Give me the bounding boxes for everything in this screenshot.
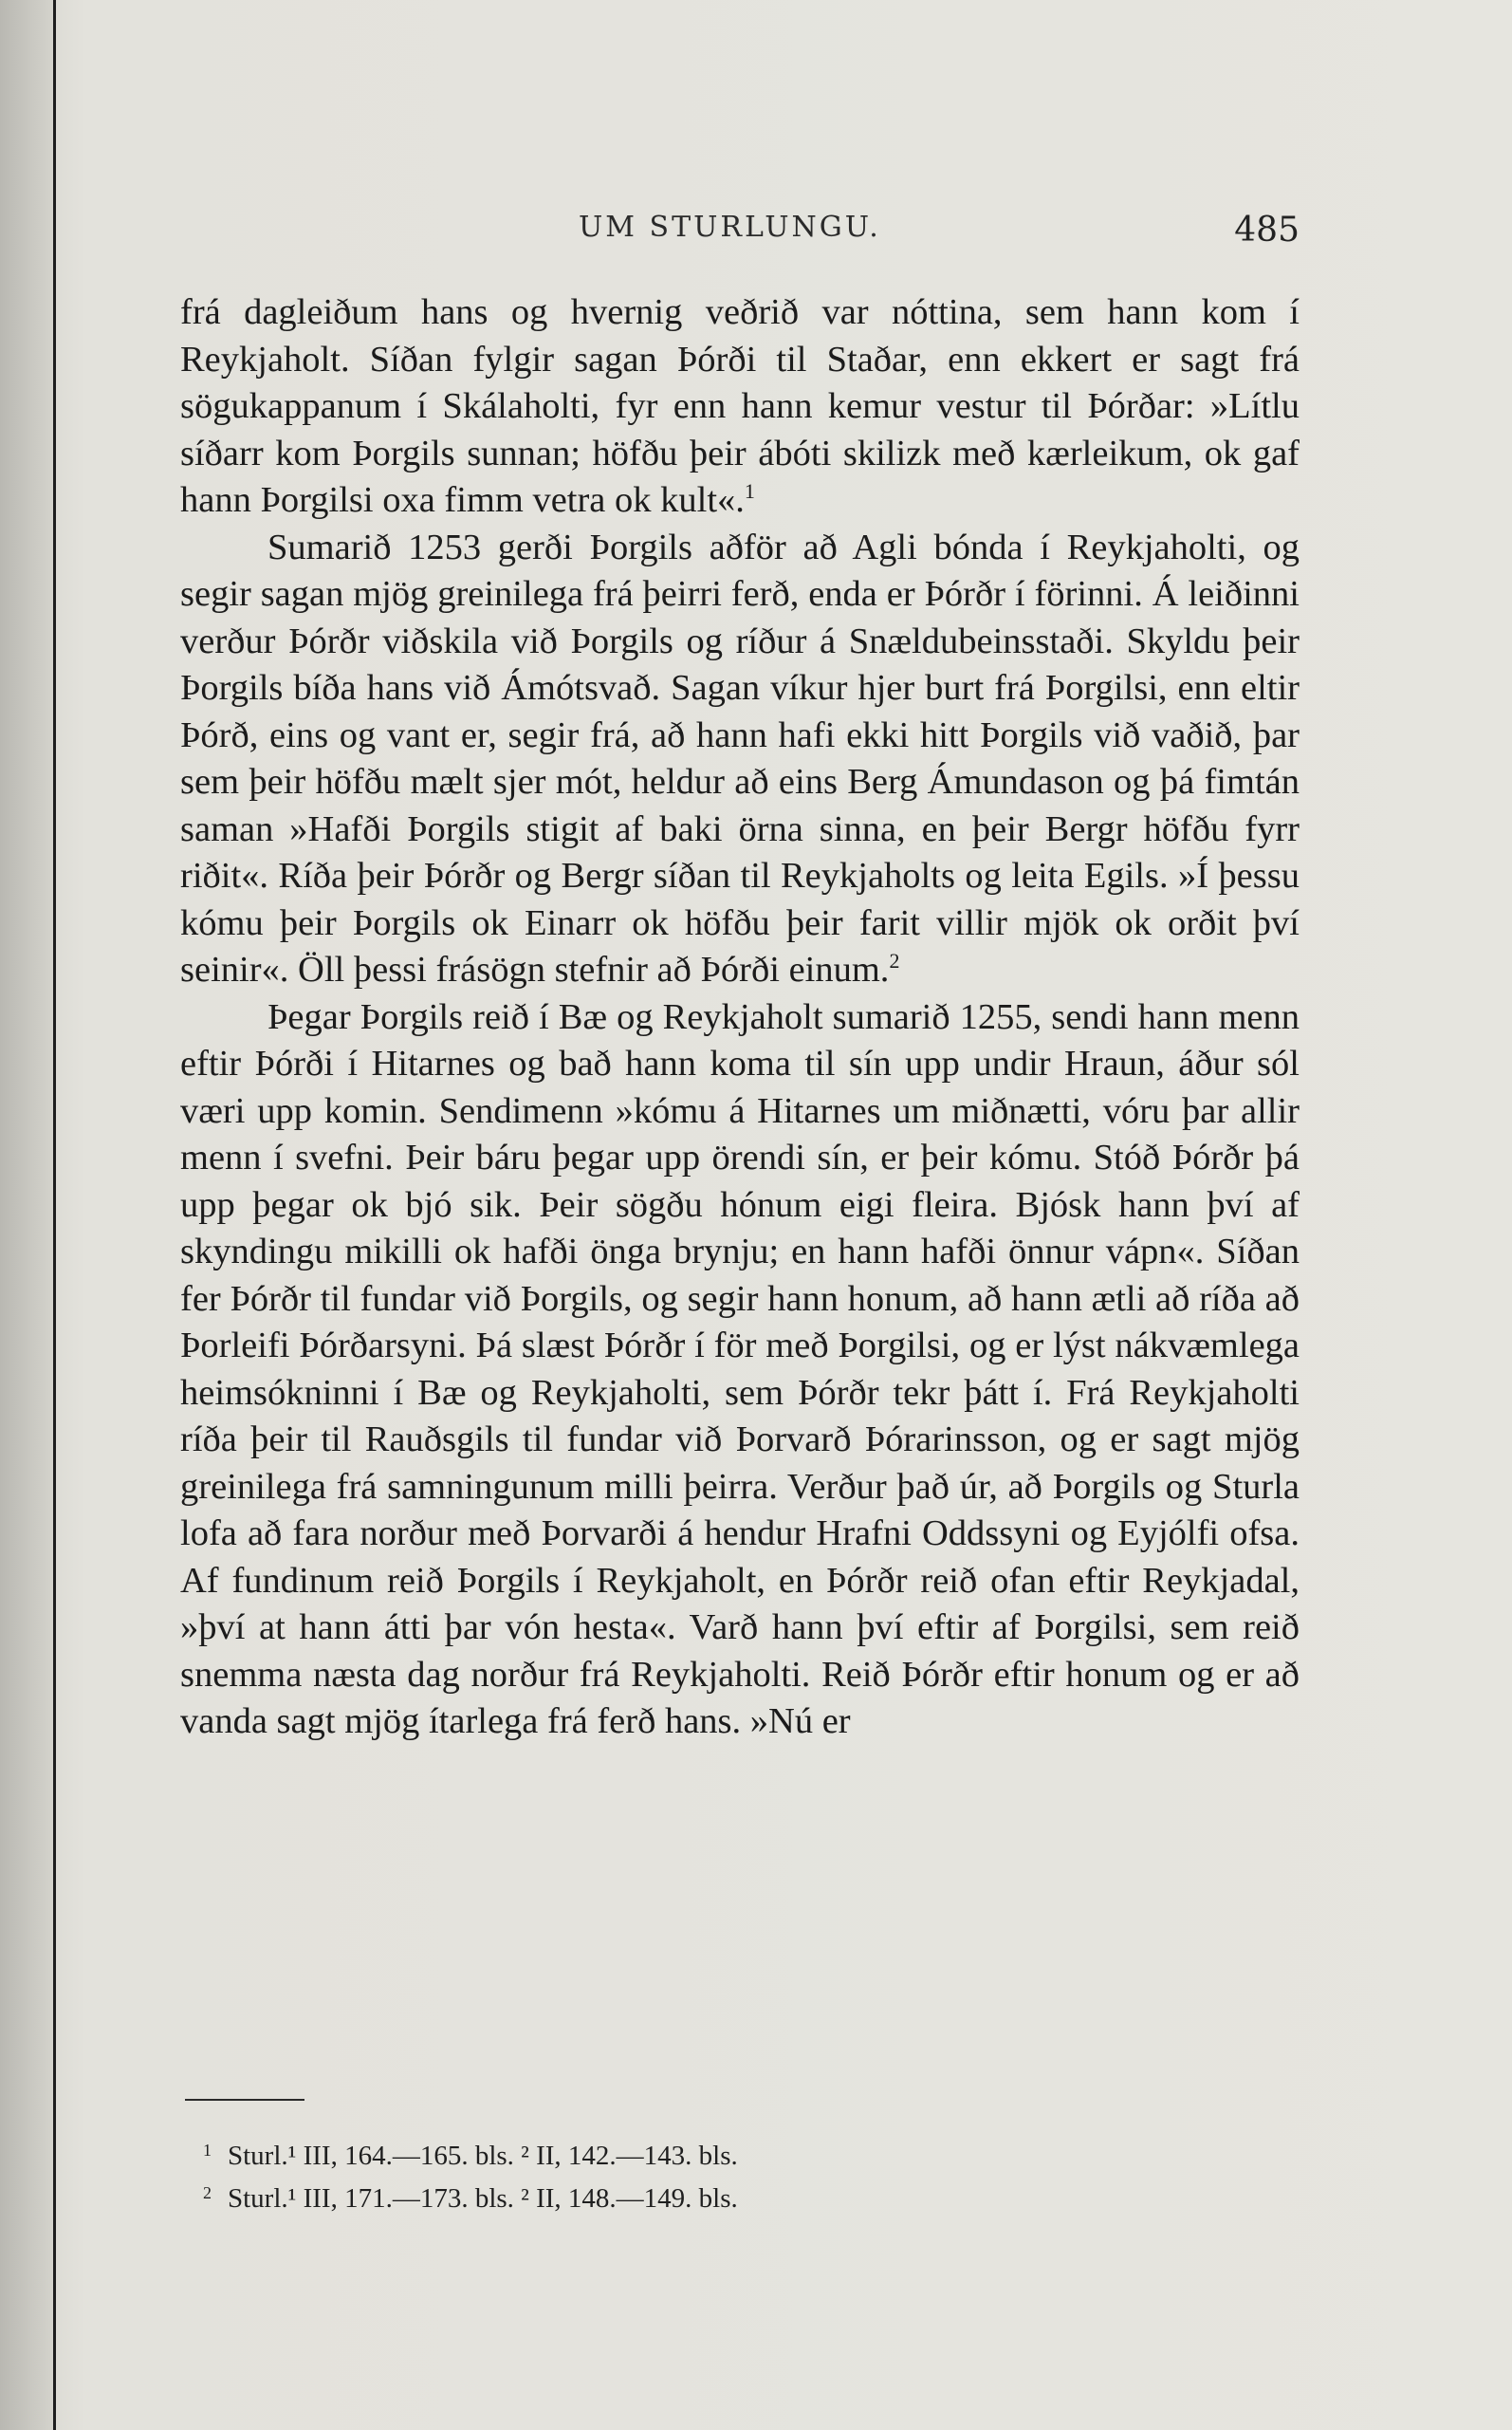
page-edge-line bbox=[53, 0, 56, 2430]
footnote-divider bbox=[185, 2099, 304, 2101]
running-title: UM STURLUNGU. bbox=[579, 211, 881, 244]
footnote bbox=[203, 2178, 1152, 2220]
paragraph-1-text: frá dagleiðum hans og hvernig veðrið var nóttina, sem hann kom í Reykjaholt. Síðan fylgir sagan Þórði til Staðar, enn ekkert er sagt frá sögukappanum í Skálaholti, fyr enn hann kemur vestur til Þórðar: »Lítlu síðarr kom Þorgils sunnan; höfðu þeir ábóti skilizk með kærleikum, ok gaf hann Þorgilsi oxa fimm vetra ok kult«. bbox=[180, 292, 1300, 520]
paragraph-1 bbox=[180, 289, 1300, 525]
footnote-mark: 1 bbox=[203, 2141, 212, 2160]
footnote bbox=[203, 2135, 1152, 2178]
paragraph-2 bbox=[180, 525, 1300, 994]
binding-gutter bbox=[0, 0, 53, 2430]
footnotes bbox=[203, 2135, 1152, 2220]
footnote-mark: 2 bbox=[203, 2183, 212, 2202]
footnote-text: Sturl.¹ III, 164.—165. bls. ² II, 142.—143. bls. bbox=[228, 2141, 738, 2171]
footnote-ref-2: 2 bbox=[889, 949, 900, 974]
footnote-ref-1: 1 bbox=[744, 479, 755, 504]
paragraph-2-text: Sumarið 1253 gerði Þorgils aðför að Agli bónda í Reykjaholti, og segir sagan mjög greinilega frá þeirri ferð, enda er Þórðr í förinni. Á leiðinni verður Þórðr viðskila við Þorgils og ríður á Snældubeinsstaði. Skyldu þeir Þorgils bíða hans við Ámótsvað. Sagan víkur hjer burt frá Þorgilsi, enn eltir Þórð, eins og vant er, segir frá, að hann hafi ekki hitt Þorgils við vaðið, þar sem þeir höfðu mælt sjer mót, heldur að eins Berg Ámundason og þá fimtán saman »Hafði Þorgils stigit af baki örna sinna, en þeir Bergr höfðu fyrr riðit«. Ríða þeir Þórðr og Bergr síðan til Reykjaholts og leita Egils. »Í þessu kómu þeir Þorgils ok Einarr ok höfðu þeir farit villir mjök ok orðit því seinir«. Öll þessi frásögn stefnir að Þórði einum. bbox=[180, 527, 1300, 990]
page-header bbox=[180, 211, 1300, 258]
body-text bbox=[180, 289, 1300, 2083]
paragraph-3: Þegar Þorgils reið í Bæ og Reykjaholt sumarið 1255, sendi hann menn eftir Þórði í Hitarnes og bað hann koma til sín upp undir Hraun, áður sól væri upp komin. Sendimenn »kómu á Hitarnes um miðnætti, vóru þar allir menn í svefni. Þeir báru þegar upp örendi sín, er þeir kómu. Stóð Þórðr þá upp þegar ok bjó sik. Þeir sögðu hónum eigi fleira. Bjósk hann því af skyndingu mikilli ok hafði önga brynju; en hann hafði önnur vápn«. Síðan fer Þórðr til fundar við Þorgils, og segir hann honum, að hann ætli að ríða að Þorleifi Þórðarsyni. Þá slæst Þórðr í för með Þorgilsi, og er lýst nákvæmlega heimsókninni í Bæ og Reykjaholti, sem Þórðr tekr þátt í. Frá Reykjaholti ríða þeir til Rauðsgils til fundar við Þorvarð Þórarinsson, og er sagt mjög greinilega frá samningunum milli þeirra. Verður það úr, að Þorgils og Sturla lofa að fara norður með Þorvarði á hendur Hrafni Oddssyni og Eyjólfi ofsa. Af fundinum reið Þorgils í Reykjaholt, en Þórðr reið ofan eftir Reykjadal, »því at hann átti þar vón hesta«. Varð hann því eftir af Þorgilsi, sem reið snemma næsta dag norður frá Reykjaholti. Reið Þórðr eftir honum og er að vanda sagt mjög ítarlega frá ferð hans. »Nú er bbox=[180, 996, 1300, 1741]
footnote-text: Sturl.¹ III, 171.—173. bls. ² II, 148.—149. bls. bbox=[228, 2183, 738, 2214]
page-number: 485 bbox=[1234, 211, 1300, 250]
